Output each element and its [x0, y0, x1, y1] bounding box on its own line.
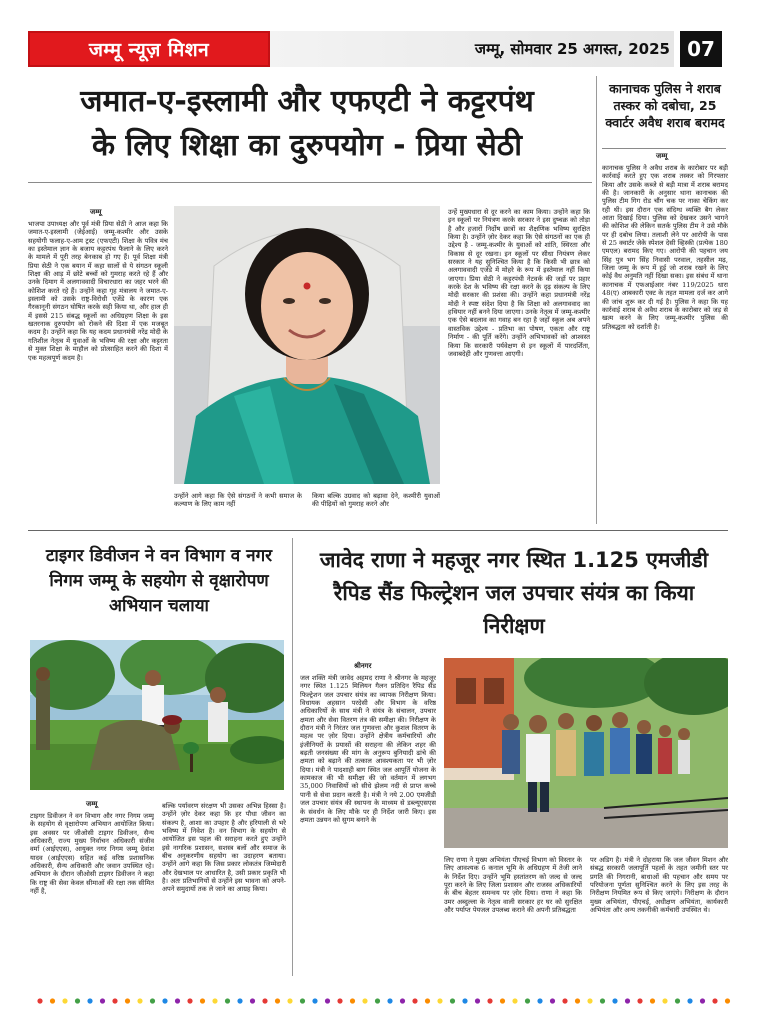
footer-dot: [200, 998, 205, 1003]
footer-dot: [625, 998, 630, 1003]
newspaper-brand: जम्मू न्यूज़ मिशन: [28, 31, 270, 67]
footer-dot: [337, 998, 342, 1003]
footer-dot: [475, 998, 480, 1003]
rana-story-col1: जल शक्ति मंत्री जावेद अहमद राणा ने श्रीनगर के महजूर नगर स्थित 1.125 मिलियन गैलन प्रतिदिन रैपिड सैंड फिल्ट्रेशन जल उपचार संयंत्र का व्यापक निरीक्षण किया। विधायक अहसान परदेसी और विभाग के वरिष्ठ अधिकारियों के साथ मंत्री ने संयंत्र के संचालन, उपचार क्षमता और सेवा वितरण तंत्र की समीक्षा की। निरीक्षण के दौरान मंत्री ने निरंतर जल गुणवत्ता और कुशल वितरण के महत्व पर ज़ोर दिया। उन्होंने क्षेत्रीय कर्मचारियों और इंजीनियरों के प्रयासों की सराहना की लेकिन शहर की बढ़ती जनसंख्या की मांग के अनुरूप बुनियादी ढांचे की क्षमता को बढ़ाने की तत्काल आवश्यकता पर भी ज़ोर दिया। मंत्री ने पादशाही बाग स्थित जल आपूर्ति योजना के कामकाज की भी समीक्षा की जो वर्तमान में लगभग 35,000 निवासियों को सीधे झेलम नदी से प्राप्त कच्चे पानी से सेवा प्रदान करती है। मंत्री ने नये 2.00 एमजीडी जल उपचार संयंत्र की स्थापना के माध्यम से डब्ल्यूएसएस के संवर्धन के लिए मौके पर ही निर्देश जारी किए। इस क्षमता उन्नयन को सुगम बनाने के: [300, 674, 436, 824]
main-story-col4: उन्हें मुख्यधारा से दूर करने का काम किया। उन्होंने कहा कि इन स्कूलों पर नियंत्रण करके सरकार ने इस दुष्चक्र को तोड़ा है और हजारों निर्दोष छात्रों का शैक्षणिक भविष्य सुरक्षित किया है। उन्होंने ज़ोर देकर कहा कि ऐसे संगठनों का एक ही उद्देश्य है - जम्मू-कश्मीर के युवाओं को शांति, स्थिरता और विकास से दूर रखना। इन स्कूलों पर सीधा नियंत्रण लेकर सरकार ने यह सुनिश्चित किया है कि किसी भी छात्र को अलगाववादी एजेंडे में मोहरे के रूप में इस्तेमाल नहीं किया जाएगा। प्रिया सेठी ने कट्टरपंथी नेटवर्क की जड़ों पर प्रहार करके देश के भविष्य की रक्षा करने के दृढ़ संकल्प के लिए मोदी सरकार की प्रशंसा की। उन्होंने कहा प्रधानमंत्री नरेंद्र मोदी ने स्पष्ट संदेश दिया है कि शिक्षा को अलगाववाद का हथियार नहीं बनने दिया जाएगा। उनके नेतृत्व में जम्मू-कश्मीर एक ऐसे बदलाव का गवाह बन रहा है जहाँ स्कूल अब अपने वास्तविक उद्देश्य - प्रतिभा का पोषण, एकता और राष्ट्र निर्माण - की पूर्ति करेंगे। उन्होंने अभिभावकों को आश्वस्त किया कि सरकारी पर्यवेक्षण से इन स्कूलों में पारदर्शिता, जवाबदेही और गुणवत्ता आएगी।: [448, 208, 590, 358]
footer-dot: [187, 998, 192, 1003]
tiger-dateline: जम्मू: [86, 800, 98, 808]
footer-dot: [562, 998, 567, 1003]
footer-dot: [537, 998, 542, 1003]
footer-dot: [162, 998, 167, 1003]
footer-dots: [0, 990, 758, 998]
main-story-col3: किया बल्कि उग्रवाद को बढ़ावा देने, कश्मीरी युवाओं की पीढ़ियों को गुमराह करने और: [312, 492, 440, 509]
liquor-dateline: जम्मू: [656, 152, 668, 160]
footer-dot: [687, 998, 692, 1003]
footer-dot: [675, 998, 680, 1003]
footer-dot: [125, 998, 130, 1003]
main-headline: [22, 80, 592, 168]
footer-dot: [375, 998, 380, 1003]
tiger-headline: टाइगर डिवीजन ने वन विभाग व नगर निगम जम्मू के सहयोग से वृक्षारोपण अभियान चलाया: [45, 546, 273, 616]
inspection-illustration: [444, 658, 728, 848]
main-headline-line2: के लिए शिक्षा का दुरुपयोग - प्रिया सेठी: [91, 128, 523, 163]
footer-dot: [575, 998, 580, 1003]
inspection-photo: [444, 658, 728, 848]
footer-dot: [150, 998, 155, 1003]
footer-dot: [587, 998, 592, 1003]
rana-story-col3: पर अडिग है। मंत्री ने दोहराया कि जल जीवन मिशन और संबद्ध सरकारी जलापूर्ति पहलों के तहत जमीनी स्तर पर प्रगति की निगरानी, बाधाओं की पहचान और समय पर परियोजना पूर्णता सुनिश्चित करने के लिए इस तरह के निरीक्षण नियमित रूप से किए जाएंगे। निरीक्षण के दौरान मुख्य अभियंता, पीएचई, अधीक्षण अभियंता, कार्यकारी अभियंता और अन्य तकनीकी कर्मचारी उपस्थित थे।: [590, 856, 728, 915]
footer-dot: [637, 998, 642, 1003]
tiger-story-col2: बल्कि पर्यावरण संरक्षण भी उसका अभिन्न हिस्सा है। उन्होंने ज़ोर देकर कहा कि हर पौधा जीवन का संकल्प है, आशा का उपहार है और हरियाली से भरे भविष्य में निवेश है। वन विभाग के सहयोग से आयोजित इस पहल की सराहना करते हुए उन्होंने इसे नागरिक प्रशासन, सशस्त्र बलों और समाज के बीच अनुकरणीय सहयोग का उदाहरण बताया। उन्होंने आगे कहा कि जिस प्रकार लोकतंत्र जिम्मेदारी और देखभाल पर आधारित है, उसी प्रकार प्रकृति भी है। अतः प्रतिभागियों से उन्होंने इस भावना को अपने-अपने समुदायों तक ले जाने का आग्रह किया।: [162, 802, 286, 894]
rana-story-col2: लिए राणा ने मुख्य अभियंता पीएचई विभाग को विस्तार के लिए आवश्यक 6 कनाल भूमि के अधिग्रहण में तेजी लाने के निर्देश दिए। उन्होंने भूमि हस्तांतरण को जल्द से जल्द पूरा करने के लिए जिला प्रशासन और राजस्व अधिकारियों के बीच बेहतर समन्वय पर ज़ोर दिया। राणा ने कहा कि उमर अब्दुल्ला के नेतृत्व वाली सरकार हर घर को सुरक्षित और पर्याप्त पेयजल उपलब्ध कराने की अपनी प्रतिबद्धता: [444, 856, 582, 915]
main-dateline: जम्मू: [90, 208, 102, 216]
footer-dot: [462, 998, 467, 1003]
column-divider: [292, 538, 293, 976]
footer-dots-strip: [0, 997, 758, 1005]
portrait-illustration: [174, 206, 440, 484]
page-number: 07: [680, 31, 722, 67]
liquor-story-body: कानाचक पुलिस ने अवैध शराब के कारोबार पर बड़ी कार्रवाई करते हुए एक शराब तस्कर को गिरफ्तार किया और उसके कब्जे से बड़ी मात्रा में शराब बरामद की है। जानकारी के अनुसार थाना कानाचक की पुलिस टीम गिग रोड चौंग चक पर नाका चेकिंग कर रही थी। इस दौरान एक संदिग्ध व्यक्ति बैग लेकर आता दिखाई दिया। पुलिस को देखकर उसने भागने की कोशिश की लेकिन सतर्क पुलिस टीम ने उसे मौके पर ही दबोच लिया। तलाशी लेने पर आरोपी के पास से 25 क्वार्टर जेके स्पेशल देसी व्हिस्की (प्रत्येक 180 एमएल) बरामद किए गए। आरोपी की पहचान जय सिंह पुत्र भग सिंह निवासी परवाल, तहसील मढ़, जिला जम्मू के रूप में हुई जो शराब रखने के लिए कोई वैध अनुमति नहीं दिखा सका। इस संबंध में थाना कानाचक में एफआईआर नंबर 119/2025 धारा 48(ए) आबकारी एक्ट के तहत मामला दर्ज कर आगे की जांच शुरू कर दी गई है। पुलिस ने कहा कि यह कार्रवाई शराब से अवैध शराब के कारोबार को जड़ से खत्म करने के लिए जम्मू-कश्मीर पुलिस की प्रतिबद्धता को दर्शाती है।: [602, 164, 728, 331]
footer-dot: [525, 998, 530, 1003]
liquor-headline: कानाचक पुलिस ने शराब तस्कर को दबोचा, 25 क्वार्टर अवैध शराब बरामद: [605, 81, 725, 130]
footer-dot: [362, 998, 367, 1003]
footer-dot: [487, 998, 492, 1003]
footer-dot: [250, 998, 255, 1003]
plantation-photo: [30, 640, 284, 790]
main-story-col2: उन्होंने आगे कहा कि ऐसे संगठनों ने कभी समाज के कल्याण के लिए काम नहीं: [174, 492, 302, 509]
footer-dot: [512, 998, 517, 1003]
footer-dot: [37, 998, 42, 1003]
footer-dot: [325, 998, 330, 1003]
divider: [602, 148, 726, 149]
footer-dot: [300, 998, 305, 1003]
footer-dot: [50, 998, 55, 1003]
footer-dot: [400, 998, 405, 1003]
tiger-story-col1: टाइगर डिवीजन ने वन विभाग और नगर निगम जम्मू के सहयोग से वृक्षारोपण अभियान आयोजित किया। इस अवसर पर जीओसी टाइगर डिवीजन, सैन्य अधिकारी, राज्य मुख्य निर्वाचन अधिकारी संजीव वर्मा (आईएएस), आयुक्त नगर निगम जम्मू देवांश यादव (आईएएस) सहित कई वरिष्ठ प्रशासनिक अधिकारी, सैन्य अधिकारी और जवान उपस्थित रहे। अभियान के दौरान जीओसी टाइगर डिवीजन ने कहा कि राष्ट्र की सेवा केवल सीमाओं की रक्षा तक सीमित नहीं है,: [30, 812, 154, 896]
footer-dot: [112, 998, 117, 1003]
footer-dot: [425, 998, 430, 1003]
footer-dot: [612, 998, 617, 1003]
main-story-col1: भाजपा उपाध्यक्ष और पूर्व मंत्री प्रिया सेठी ने आज कहा कि जमात-ए-इस्लामी (जेईआई) जम्मू-कश्मीर और उसके सहयोगी फलाह-ए-आम ट्रस्ट (एफएटी) शिक्षा के पवित्र मंच का इस्तेमाल ज्ञान के बजाय कट्टरपंथ फैलाने के लिए करने के मामले में पूरी तरह बेनकाब हो गए हैं। पूर्व शिक्षा मंत्री प्रिया सेठी ने एक बयान में कहा सालों से ये संगठन स्कूली शिक्षा की आड़ में छोटे बच्चों को गुमराह करते रहे हैं और उनके दिमाग में अलगाववादी विचारधारा का जहर भरने की कोशिश करते रहे हैं। उन्होंने कहा गृह मंत्रालय ने जमात-ए-इस्लामी को उसके राष्ट्र-विरोधी एजेंडे के कारण एक गैरकानूनी संगठन घोषित करके सही किया था, और हाल ही में इससे 215 संबद्ध स्कूलों का अधिग्रहण शिक्षा के इस खतरनाक दुरुपयोग को रोकने की दिशा में एक मजबूत कदम है। उन्होंने कहा कि यह कदम प्रधानमंत्री नरेंद्र मोदी के गतिशील नेतृत्व में युवाओं के भविष्य की रक्षा और कट्टरता से मुक्त शिक्षा के माहौल को प्रोत्साहित करने की दिशा में एक महत्वपूर्ण कदम है।: [28, 220, 168, 362]
footer-dot: [62, 998, 67, 1003]
footer-dot: [550, 998, 555, 1003]
footer-dot: [87, 998, 92, 1003]
footer-dot: [712, 998, 717, 1003]
footer-dot: [137, 998, 142, 1003]
footer-dot: [700, 998, 705, 1003]
rana-dateline: श्रीनगर: [354, 662, 372, 670]
footer-dot: [725, 998, 730, 1003]
priya-sethi-photo: [174, 206, 440, 484]
footer-dot: [275, 998, 280, 1003]
footer-dot: [175, 998, 180, 1003]
footer-dot: [412, 998, 417, 1003]
footer-dot: [237, 998, 242, 1003]
footer-dot: [450, 998, 455, 1003]
footer-dot: [500, 998, 505, 1003]
footer-dot: [225, 998, 230, 1003]
issue-date: जम्मू, सोमवार 25 अगस्त, 2025: [474, 40, 670, 58]
main-headline-line1: जमात-ए-इस्लामी और एफएटी ने कट्टरपंथ: [80, 84, 534, 119]
footer-dot: [350, 998, 355, 1003]
footer-dot: [100, 998, 105, 1003]
rana-headline: जावेद राणा ने महजूर नगर स्थित 1.125 एमजीडी रैपिड सैंड फिल्ट्रेशन जल उपचार संयंत्र का किया निरीक्षण: [319, 548, 709, 638]
footer-dot: [287, 998, 292, 1003]
footer-dot: [312, 998, 317, 1003]
footer-dot: [662, 998, 667, 1003]
footer-dot: [600, 998, 605, 1003]
footer-dot: [437, 998, 442, 1003]
footer-dot: [387, 998, 392, 1003]
footer-dot: [212, 998, 217, 1003]
section-divider: [28, 530, 728, 531]
sidebar-divider: [596, 76, 597, 524]
footer-dot: [75, 998, 80, 1003]
plantation-illustration: [30, 640, 284, 790]
footer-dot: [262, 998, 267, 1003]
footer-dot: [650, 998, 655, 1003]
divider: [28, 182, 592, 183]
